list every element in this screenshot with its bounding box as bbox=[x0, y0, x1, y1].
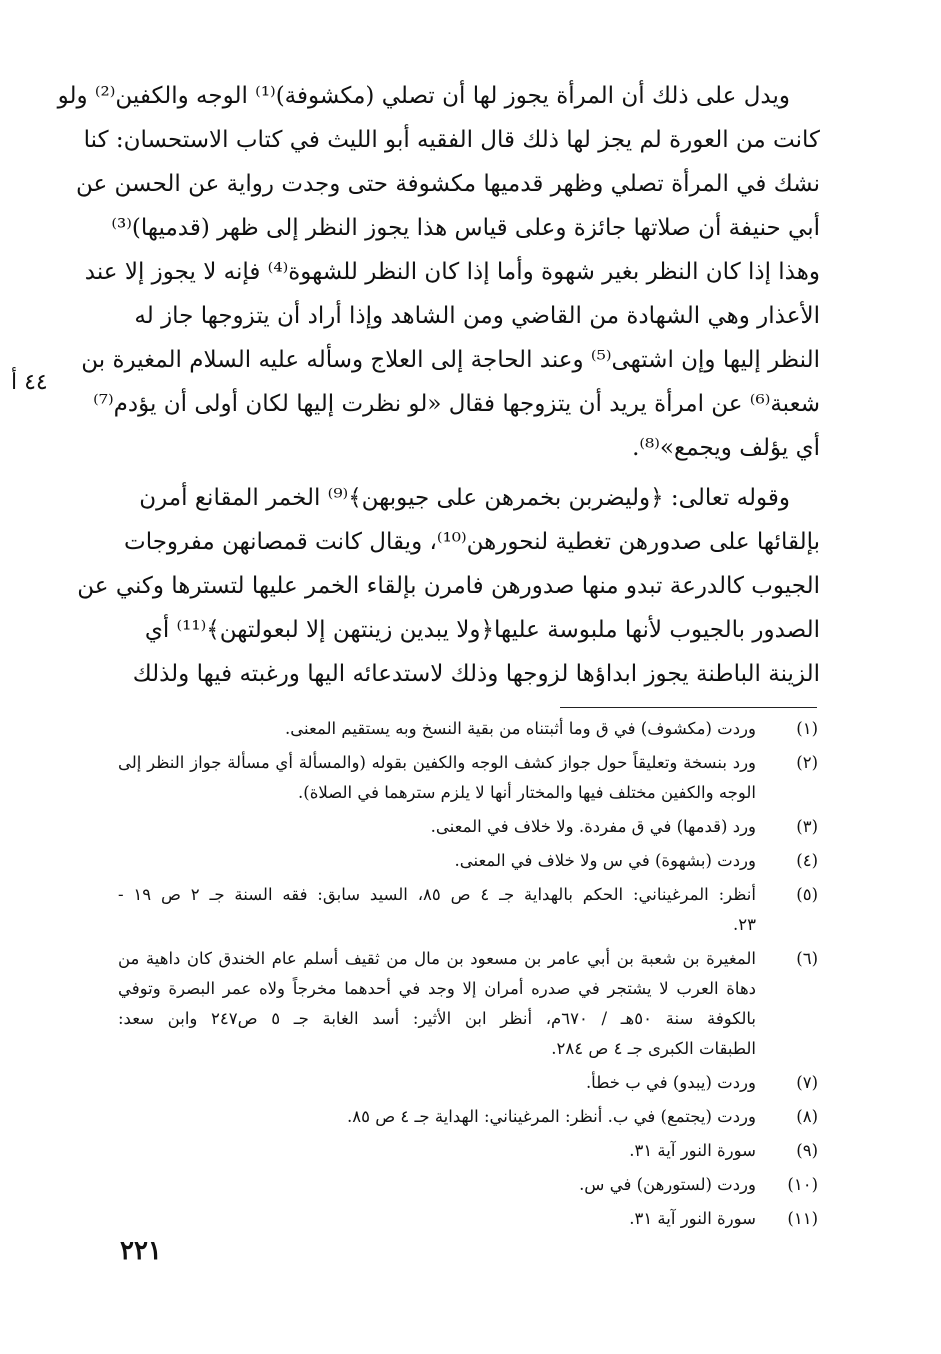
footnote-text: بالكوفة سنة ٥٠هـ / ٦٧٠م، أنظر ابن الأثير: أسد الغابة جـ ٥ ص٢٤٧ وابن سعد: bbox=[118, 1009, 756, 1028]
main-text bbox=[57, 74, 820, 696]
footnote-number: (٢) bbox=[796, 753, 818, 772]
manuscript-folio-marker: ٤٤ أ bbox=[11, 370, 48, 395]
footnote-text: وردت (لستورهن) في س. bbox=[579, 1175, 756, 1194]
footnote bbox=[118, 1136, 818, 1166]
page-number: ٢٢١ bbox=[120, 1236, 162, 1266]
footnote-text: وردت (بشهوة) في س ولا خلاف في المعنى. bbox=[454, 851, 756, 870]
text-line: ويدل على ذلك أن المرأة يجوز لها أن تصلي (مكشوفة)⁽¹⁾ الوجه والكفين⁽²⁾ ولو bbox=[57, 83, 790, 109]
text-line: وقوله تعالى: ﴿وليضربن بخمرهن على جيوبهن﴾⁽⁹⁾ الخمر المقانع أمرن bbox=[139, 485, 790, 511]
footnote-text: سورة النور آية ٣١. bbox=[629, 1141, 756, 1160]
text-line: وهذا إذا كان النظر بغير شهوة وأما إذا كان النظر للشهوة⁽⁴⁾ فإنه لا يجوز إلا عند bbox=[84, 259, 820, 285]
text-line: شعبة⁽⁶⁾ عن امرأة يريد أن يتزوجها فقال «لو نظرت إليها لكان أولى أن يؤدم⁽⁷⁾ bbox=[93, 391, 820, 417]
footnote-number: (٤) bbox=[796, 851, 818, 870]
footnote-text: أنظر: المرغيناني: الحكم بالهداية جـ ٤ ص ٨٥، السيد سابق: فقه السنة جـ ٢ ص ١٩ - bbox=[118, 885, 756, 904]
footnote-text: ٢٣. bbox=[733, 915, 756, 934]
text-line: كانت من العورة لم يجز لها ذلك قال الفقيه أبو الليث في كتاب الاستحسان: كنا bbox=[83, 127, 820, 153]
footnote-text: وردت (يجتمع) في ب. أنظر: المرغيناني: الهداية جـ ٤ ص ٨٥. bbox=[346, 1107, 756, 1126]
text-line: أي يؤلف ويجمع»⁽⁸⁾. bbox=[632, 435, 820, 461]
footnote-text: دهاة العرب لا يشتجر في صدره أمران إلا وجد في أحدهما مخرجاً ولاه عمر البصرة وتوفي bbox=[118, 979, 756, 998]
footnote-text: وردت (يبدو) في ب خطأ. bbox=[585, 1073, 756, 1092]
footnote-number: (٨) bbox=[796, 1107, 818, 1126]
footnote-text: الوجه والكفين مختلف فيها والمختار أنها لا يلزم سترهما في الصلاة). bbox=[298, 783, 756, 802]
footnote-number: (٣) bbox=[796, 817, 818, 836]
text-line: بإلقائها على صدورهن تغطية لنحورهن⁽¹⁰⁾، ويقال كانت قمصانهن مفروجات bbox=[124, 529, 820, 555]
footnote bbox=[118, 944, 818, 1064]
footnote-text: وردت (مكشوف) في ق وما أثبتناه من بقية النسخ وبه يستقيم المعنى. bbox=[285, 719, 756, 738]
footnote-text: ورد (قدمها) في ق مفردة. ولا خلاف في المعنى. bbox=[430, 817, 756, 836]
text-line: أبي حنيفة أن صلاتها جائزة وعلى قياس هذا يجوز النظر إلى ظهر (قدميها)⁽³⁾ bbox=[111, 215, 820, 241]
footnote bbox=[118, 748, 818, 808]
footnote-number: (٦) bbox=[796, 949, 818, 968]
footnote-divider bbox=[560, 707, 817, 708]
text-line: النظر إليها وإن اشتهى⁽⁵⁾ وعند الحاجة إلى العلاج وسأله عليه السلام المغيرة بن bbox=[81, 347, 820, 373]
footnote bbox=[118, 846, 818, 876]
footnote-number: (٩) bbox=[796, 1141, 818, 1160]
footnote-text: المغيرة بن شعبة بن أبي عامر بن مسعود بن مال من ثقيف أسلم عام الخندق كان داهية من bbox=[118, 949, 756, 968]
footnote bbox=[118, 812, 818, 842]
footnote-number: (٧) bbox=[796, 1073, 818, 1092]
footnote-text: ورد بنسخة وتعليقاً حول جواز كشف الوجه والكفين بقوله (والمسألة أي مسألة جواز النظر إلى bbox=[118, 753, 756, 772]
footnote bbox=[118, 714, 818, 744]
text-line: الأعذار وهي الشهادة من القاضي ومن الشاهد وإذا أراد أن يتزوجها جاز له bbox=[134, 303, 820, 329]
footnote-text: الطبقات الكبرى جـ ٤ ص ٢٨٤. bbox=[551, 1039, 756, 1058]
footnote-number: (١٠) bbox=[787, 1175, 818, 1194]
footnote-number: (١) bbox=[796, 719, 818, 738]
text-line: الزينة الباطنة يجوز ابداؤها لزوجها وذلك لاستدعائه اليها ورغبته فيها ولذلك bbox=[132, 661, 820, 687]
text-line: الجيوب كالدرعة تبدو منها صدورهن فامرن بإلقاء الخمر عليها لتسترها وكني عن bbox=[77, 573, 820, 599]
footnotes bbox=[118, 714, 818, 1238]
footnote-number: (٥) bbox=[796, 885, 818, 904]
text-line: نشك في المرأة تصلي وظهر قدميها مكشوفة حتى وجدت رواية عن الحسن عن bbox=[76, 171, 820, 197]
footnote bbox=[118, 1170, 818, 1200]
footnote bbox=[118, 880, 818, 940]
footnote-number: (١١) bbox=[787, 1209, 818, 1228]
footnote bbox=[118, 1068, 818, 1098]
footnote bbox=[118, 1204, 818, 1234]
text-line: الصدور بالجيوب لأنها ملبوسة عليها﴿ولا يبدين زينتهن إلا لبعولتهن﴾⁽¹¹⁾ أي bbox=[144, 617, 820, 643]
footnote bbox=[118, 1102, 818, 1132]
footnote-text: سورة النور آية ٣١. bbox=[629, 1209, 756, 1228]
